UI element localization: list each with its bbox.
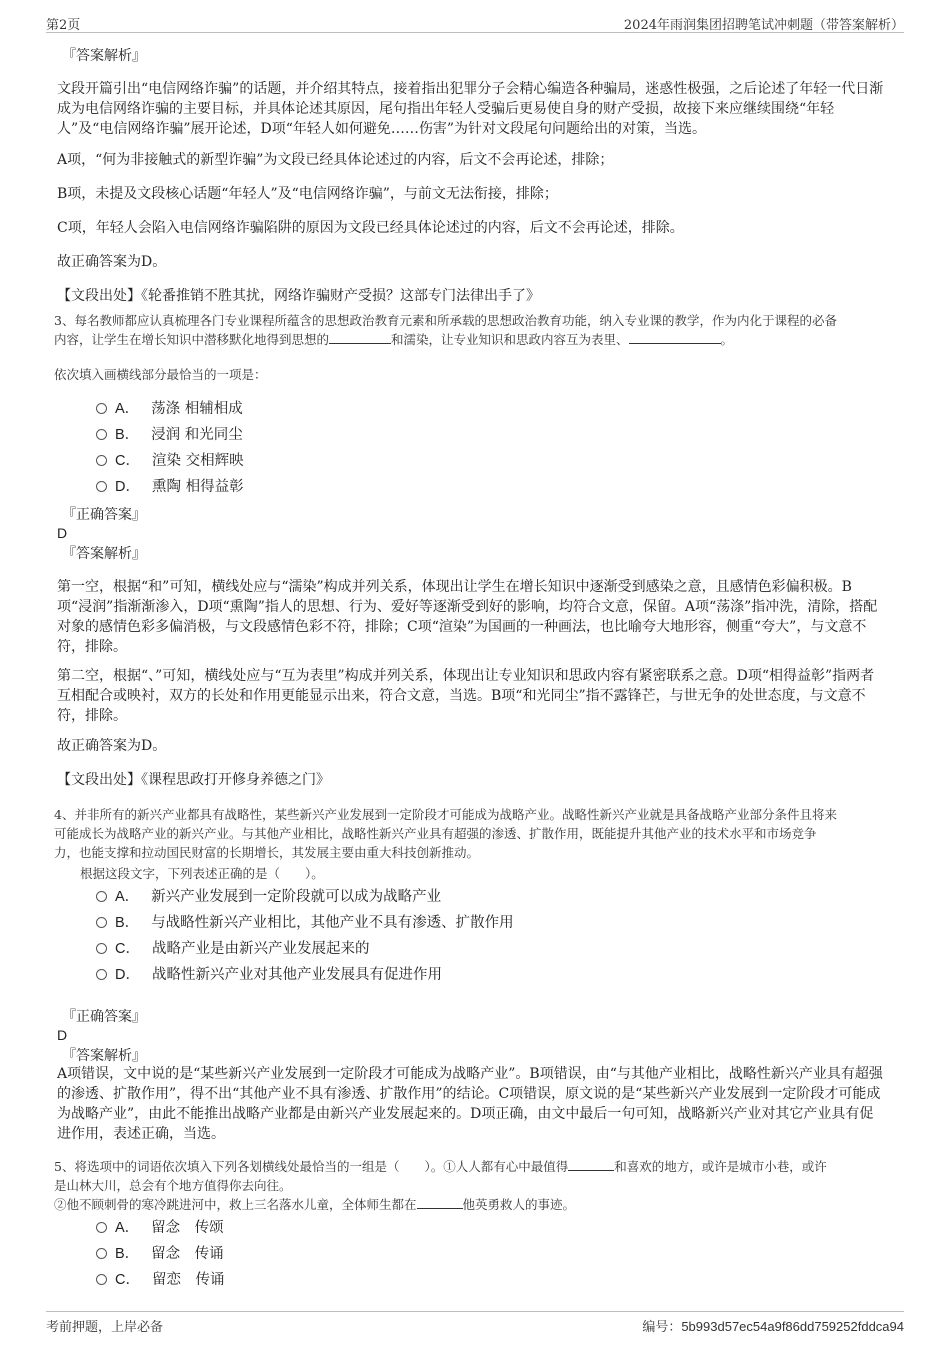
page-header	[46, 12, 904, 33]
source-label: 【文段出处】	[57, 772, 141, 788]
radio-icon[interactable]	[96, 917, 107, 928]
analysis-label: 『答案解析』	[62, 48, 146, 64]
fill-blank	[417, 1196, 463, 1209]
analysis-label: 『答案解析』	[62, 546, 146, 562]
q4-analysis: A项错误，文中说的是“某些新兴产业发展到一定阶段才可能成为战略产业”。B项错误，由“与其他产业相比，战略性新兴产业具有超强的渗透、扩散作用”，得不出“其他产业不具有渗透、扩散作用”的结论。C项错误，原文说的是“某些新兴产业发展到一定阶段才可能成为战略产业”，由此不能推出战略产业都是由新兴产业发展起来的。D项正确，由文中最后一句可知，战略新兴产业对其它产业具有促进作用，表述正确，当选。	[57, 1066, 883, 1142]
radio-icon[interactable]	[96, 1248, 107, 1259]
source-title: 《轮番推销不胜其扰，网络诈骗财产受损？这部专门法律出手了》	[141, 288, 540, 304]
q3-stem-line: 3、每名教师都应认真梳理各门专业课程所蕴含的思想政治教育元素和所承载的思想政治教育功能，纳入专业课的教学，作为内化于课程的必备	[54, 313, 837, 328]
q3-option-a[interactable]: A． 荡涤 相辅相成	[96, 399, 243, 419]
fill-blank	[629, 331, 721, 344]
q2-analysis: 文段开篇引出“电信网络诈骗”的话题，并介绍其特点，接着指出犯罪分子会精心编造各种骗局，迷惑性极强，之后论述了年轻一代日渐成为电信网络诈骗的主要目标，并具体论述其原因，尾句指出年轻人受骗后更易使自身的财产受损，故接下来应继续围绕“年轻人”及“电信网络诈骗”展开论述，D项“年轻人如何避免……伤害”为针对文段尾句问题给出的对策，当选。	[57, 81, 884, 137]
q3-stem-line: 内容，让学生在增长知识中潜移默化地得到思想的 和濡染，让专业知识和思政内容互为表里、 。	[54, 332, 734, 347]
q2-option-b-note: B项，未提及文段核心话题“年轻人”及“电信网络诈骗”，与前文无法衔接，排除；	[57, 186, 558, 202]
page-number: 第2页	[46, 18, 81, 33]
q4-stem: 4、并非所有的新兴产业都具有战略性，某些新兴产业发展到一定阶段才可能成为战略产业。战略性新兴产业就是具备战略产业部分条件且将来 可能成长为战略产业的新兴产业。与其他产业相比，战略性新兴产业具有超强的渗透、扩散作用，既能提升其他产业的技术水平和市场竞争 力，也能支撑和拉动国民财富的长期增长，其发展主要由重大科技创新推动。	[54, 807, 837, 860]
radio-icon[interactable]	[96, 1274, 107, 1285]
q3-option-b[interactable]: B． 浸润 和光同尘	[96, 425, 243, 445]
document-title: 2024年雨润集团招聘笔试冲刺题（带答案解析）	[623, 18, 904, 33]
document-code: 编号：5b993d57ec54a9f86dd759252fddca94	[642, 1319, 904, 1334]
radio-icon[interactable]	[96, 481, 107, 492]
radio-icon[interactable]	[96, 969, 107, 980]
q2-source	[57, 286, 887, 306]
q5-option-a[interactable]: A． 留念 传颂	[96, 1218, 224, 1238]
q5-option-b[interactable]: B． 留念 传诵	[96, 1244, 224, 1264]
q4-option-b[interactable]: B． 与战略性新兴产业相比，其他产业不具有渗透、扩散作用	[96, 913, 514, 933]
source-title: 《课程思政打开修身养德之门》	[141, 772, 330, 788]
q4-option-a[interactable]: A． 新兴产业发展到一定阶段就可以成为战略产业	[96, 887, 441, 907]
q3-analysis-second-blank: 第二空，根据“、”可知，横线处应与“互为表里”构成并列关系，体现出让专业知识和思政内容有紧密联系之意。D项“相得益彰”指两者互相配合或映衬，双方的长处和作用更能显示出来，符合文意，当选。B项“和光同尘”指不露锋芒，与世无争的处世态度，与文意不符，排除。	[57, 668, 875, 724]
q3-option-d[interactable]: D． 熏陶 相得益彰	[96, 477, 244, 497]
q5-option-c[interactable]: C． 留恋 传诵	[96, 1270, 224, 1290]
footer-slogan: 考前押题，上岸必备	[46, 1320, 164, 1335]
radio-icon[interactable]	[96, 943, 107, 954]
source-label: 【文段出处】	[57, 288, 141, 304]
page-footer	[46, 1311, 904, 1338]
correct-answer-label: 『正确答案』	[62, 1009, 146, 1025]
q5-stem: 5、将选项中的词语依次填入下列各划横线处最恰当的一组是（ ）。①人人都有心中最值得 和喜欢的地方，或许是城市小巷，或许 是山林大川，总会有个地方值得你去向往。 ②他不顾刺骨的寒冷跳进河中，救上三名落水儿童，全体师生都在 他英勇救人的事迹。	[54, 1159, 827, 1212]
q3-conclusion: 故正确答案为D。	[57, 738, 167, 754]
q3-analysis-first-blank: 第一空，根据“和”可知，横线处应与“濡染”构成并列关系，体现出让学生在增长知识中逐渐受到感染之意，且感情色彩偏积极。B项“浸润”指渐渐渗入，D项“熏陶”指人的思想、行为、爱好等逐渐受到好的影响，均符合文意，保留。A项“荡涤”指冲洗，清除，搭配对象的感情色彩多偏消极，与文段感情色彩不符，排除；C项“渲染”为国画的一种画法，也比喻夸大地形容，侧重“夸大”，与文意不符，排除。	[57, 579, 878, 655]
q3-answer: D	[57, 525, 68, 541]
q4-prompt: 根据这段文字，下列表述正确的是（ ）。	[80, 866, 324, 881]
q3-option-c[interactable]: C． 渲染 交相辉映	[96, 451, 244, 471]
fill-blank	[329, 331, 391, 344]
radio-icon[interactable]	[96, 429, 107, 440]
correct-answer-label: 『正确答案』	[62, 507, 146, 523]
radio-icon[interactable]	[96, 403, 107, 414]
q4-answer: D	[57, 1027, 68, 1043]
q2-conclusion: 故正确答案为D。	[57, 254, 167, 270]
analysis-label: 『答案解析』	[62, 1048, 146, 1064]
q4-option-d[interactable]: D． 战略性新兴产业对其他产业发展具有促进作用	[96, 965, 442, 985]
q3-prompt: 依次填入画横线部分最恰当的一项是：	[54, 367, 267, 382]
q2-option-a-note: A项，“何为非接触式的新型诈骗”为文段已经具体论述过的内容，后文不会再论述，排除；	[57, 152, 614, 168]
radio-icon[interactable]	[96, 891, 107, 902]
radio-icon[interactable]	[96, 455, 107, 466]
q3-stem	[54, 311, 899, 349]
fill-blank	[568, 1158, 614, 1171]
q2-option-c-note: C项，年轻人会陷入电信网络诈骗陷阱的原因为文段已经具体论述过的内容，后文不会再论述，排除。	[57, 220, 684, 236]
q3-source	[57, 770, 887, 790]
q4-option-c[interactable]: C． 战略产业是由新兴产业发展起来的	[96, 939, 369, 959]
radio-icon[interactable]	[96, 1222, 107, 1233]
